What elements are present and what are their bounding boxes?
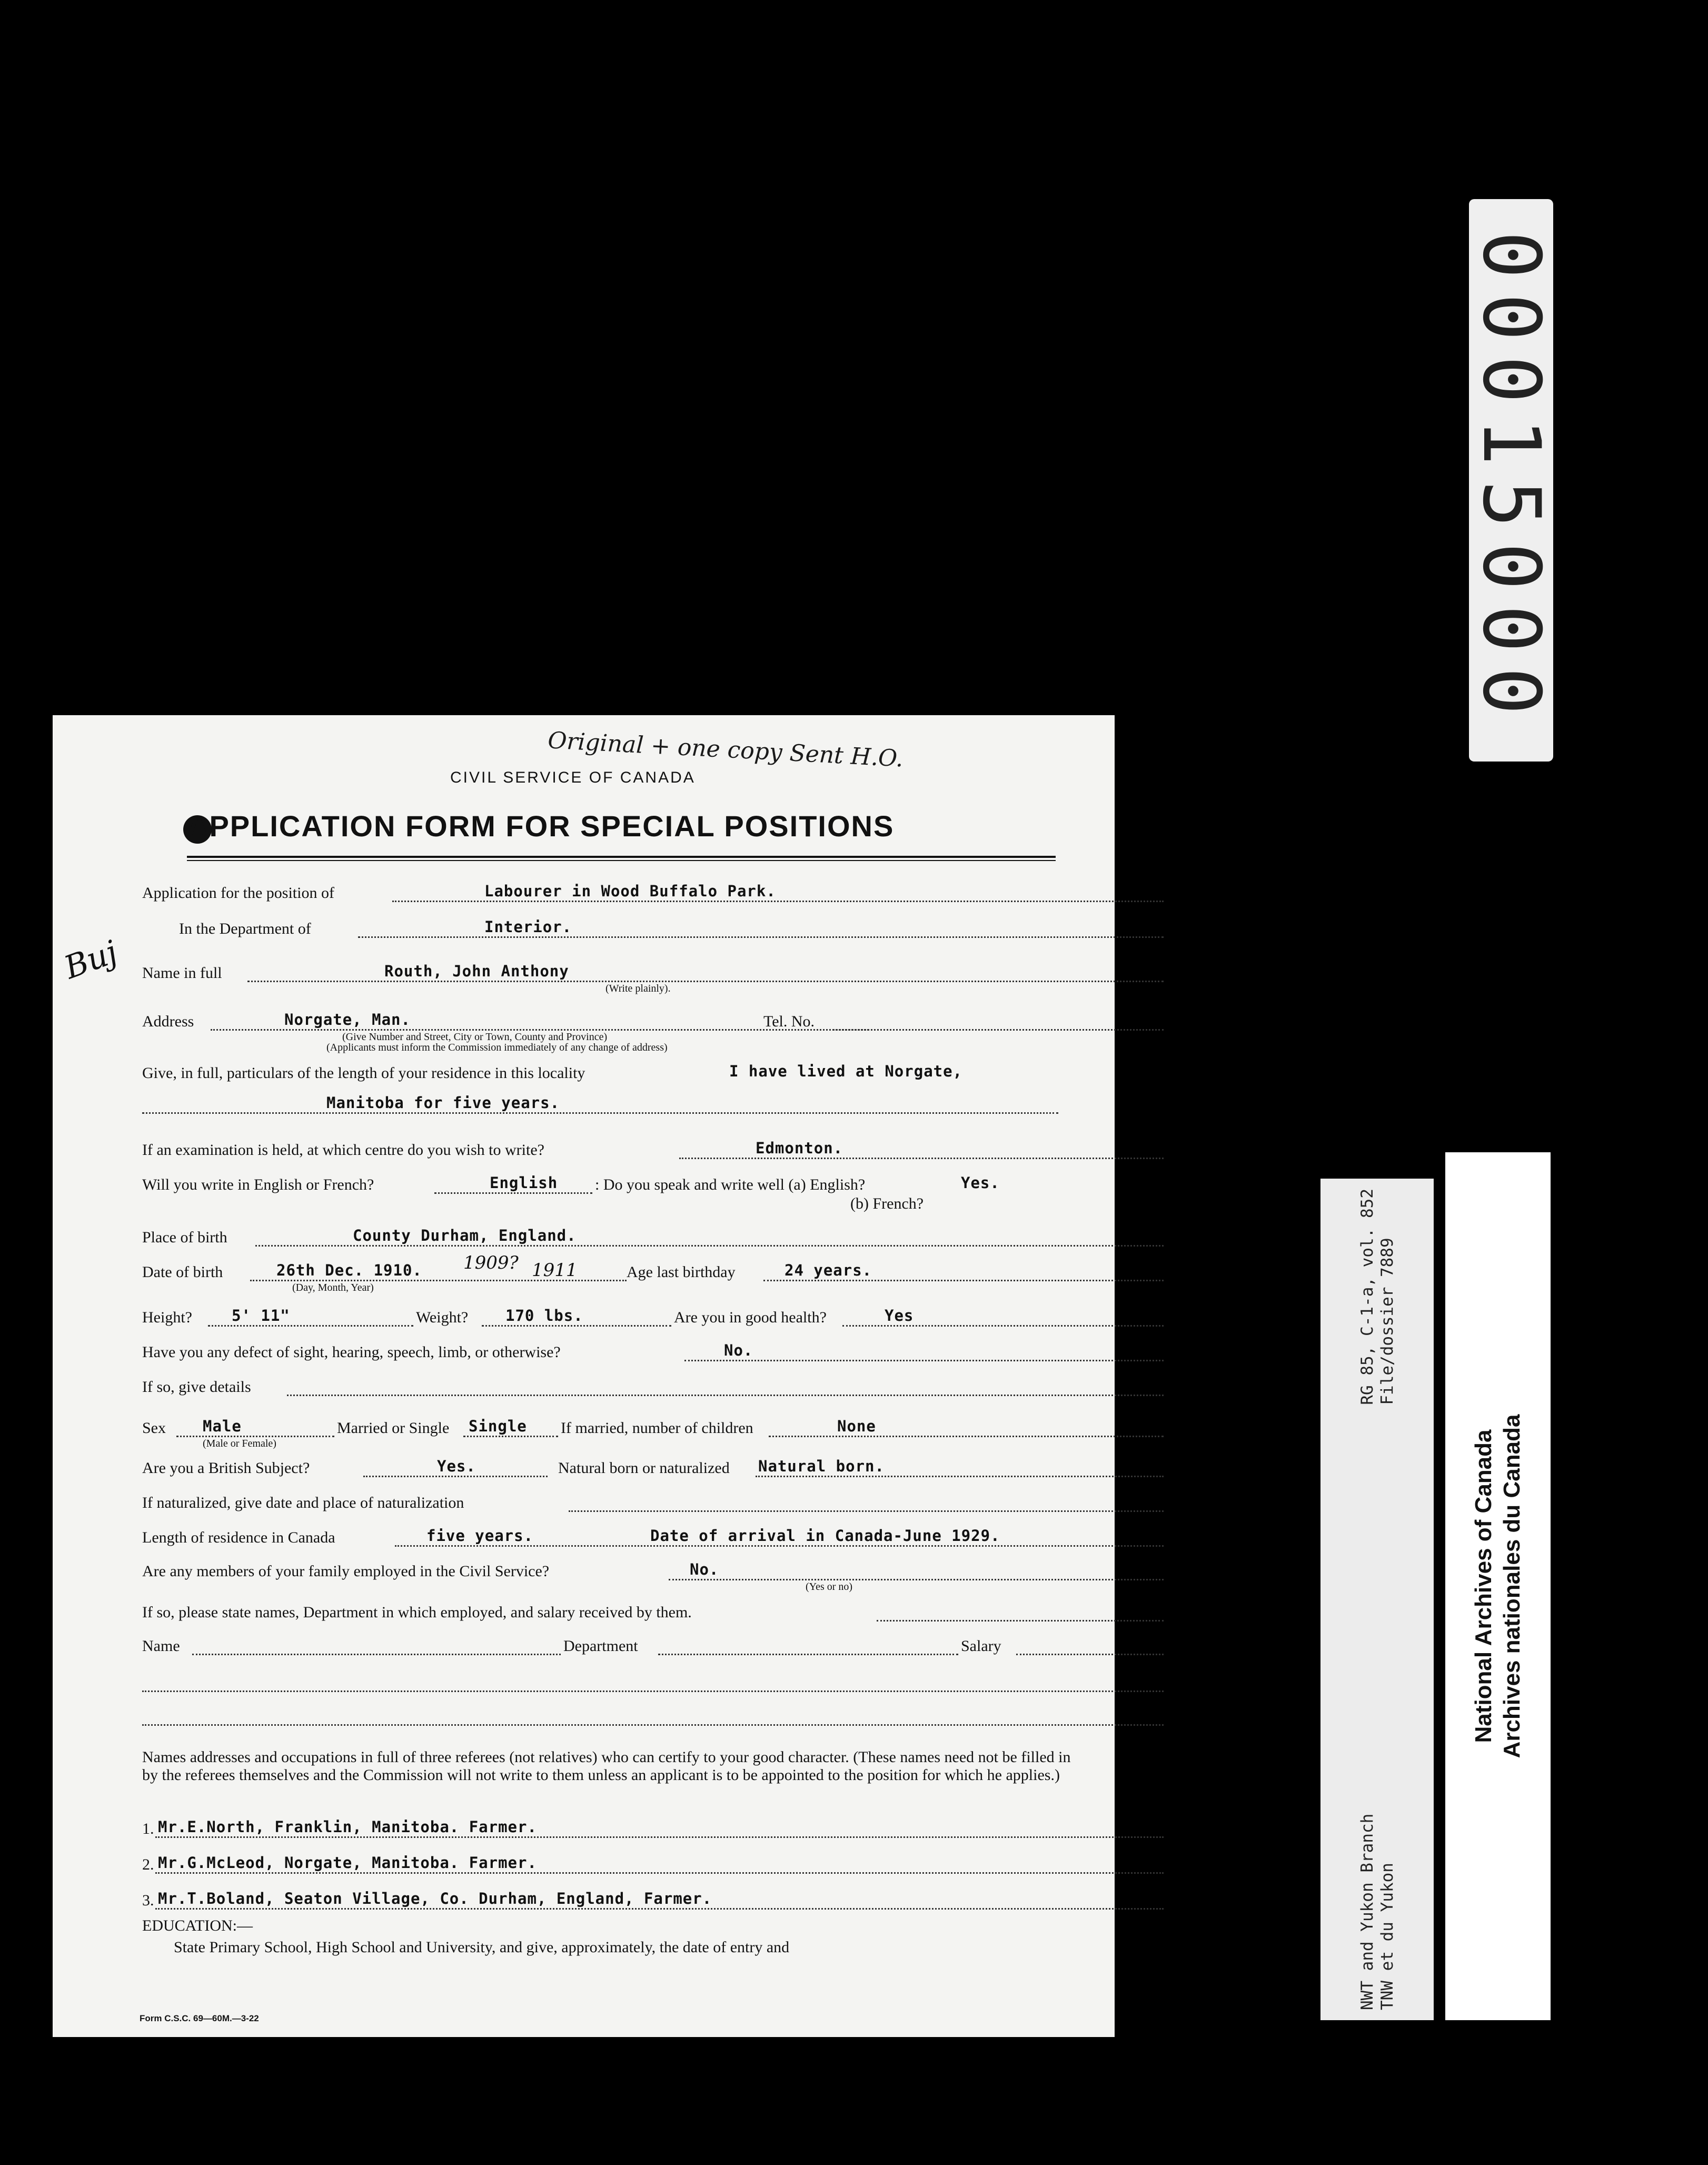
referee-2-number: 2. — [142, 1856, 154, 1873]
name-label: Name in full — [142, 964, 222, 982]
address-note-2: (Applicants must inform the Commission immediately of any change of address) — [326, 1042, 668, 1053]
dob-row — [142, 1252, 1074, 1293]
residence-row-2 — [142, 1094, 1074, 1121]
education-label: EDUCATION:— — [142, 1917, 253, 1934]
frame-number: 00015000 — [1465, 231, 1557, 730]
residence-label: Give, in full, particulars of the length of your residence in this locality — [142, 1064, 585, 1082]
education-text: State Primary School, High School and University, and give, approximately, the date of entry and — [174, 1939, 790, 1956]
residence-row — [142, 1063, 1074, 1089]
dob-handwritten-2: 1911 — [532, 1260, 578, 1281]
archive-branch-fr: TNW et du Yukon — [1377, 1863, 1397, 2010]
referee-1-row — [142, 1818, 1074, 1845]
children-value: None — [837, 1417, 876, 1435]
col-name: Name — [142, 1637, 180, 1655]
speak-french-label: (b) French? — [850, 1195, 924, 1212]
language-value: English — [490, 1174, 558, 1192]
referee-1: Mr.E.North, Franklin, Manitoba. Farmer. — [158, 1818, 537, 1836]
department-label: In the Department of — [179, 920, 311, 937]
naturalization-row — [142, 1492, 1074, 1519]
british-value: Yes. — [437, 1457, 476, 1475]
position-row — [142, 883, 1074, 909]
age-label: Age last birthday — [627, 1263, 736, 1281]
height-value: 5' 11" — [232, 1307, 290, 1324]
department-row — [142, 918, 1074, 945]
family-value: No. — [690, 1560, 719, 1578]
physical-row — [142, 1307, 1074, 1333]
title-rule-thin — [187, 860, 1056, 861]
birthplace-value: County Durham, England. — [353, 1227, 577, 1244]
sex-note: (Male or Female) — [203, 1438, 276, 1449]
language-row — [142, 1174, 1074, 1212]
archives-name-fr: Archives nationales du Canada — [1499, 1414, 1525, 1758]
family-label: Are any members of your family employed in the Civil Service? — [142, 1563, 550, 1580]
referee-2: Mr.G.McLeod, Norgate, Manitoba. Farmer. — [158, 1854, 537, 1872]
height-label: Height? — [142, 1309, 192, 1326]
speak-english-value: Yes. — [961, 1174, 1000, 1192]
children-label: If married, number of children — [561, 1419, 753, 1437]
residence-value-1: I have lived at Norgate, — [729, 1062, 963, 1080]
arrival-value: Date of arrival in Canada-June 1929. — [650, 1527, 1000, 1545]
referee-1-number: 1. — [142, 1820, 154, 1837]
frame-number-strip — [1465, 199, 1557, 762]
referee-2-row — [142, 1854, 1074, 1881]
age-value: 24 years. — [785, 1261, 872, 1279]
natural-label: Natural born or naturalized — [558, 1459, 730, 1477]
naturalization-label: If naturalized, give date and place of naturalization — [142, 1494, 464, 1511]
health-value: Yes — [885, 1307, 914, 1324]
name-row — [142, 962, 1074, 994]
archives-name-en: National Archives of Canada — [1471, 1429, 1496, 1743]
married-value: Single — [469, 1417, 527, 1435]
family-row — [142, 1560, 1074, 1593]
archive-branch-en: NWT and Yukon Branch — [1357, 1813, 1377, 2010]
col-salary: Salary — [961, 1637, 1001, 1655]
health-label: Are you in good health? — [674, 1309, 827, 1326]
canada-residence-row — [142, 1527, 1074, 1554]
defect-value: No. — [724, 1341, 753, 1359]
marital-row — [142, 1417, 1074, 1449]
family-names-label: If so, please state names, Department in which employed, and salary received by them. — [142, 1604, 692, 1621]
referee-3: Mr.T.Boland, Seaton Village, Co. Durham, England, Farmer. — [158, 1890, 712, 1907]
referees-instructions: Names addresses and occupations in full of three referees (not relatives) who can certify to your good character. (These names need not be filled in by the referees themselves and the Commission will not write to them unless an applicant is to be appointed to the position for which he applies.) — [142, 1748, 1071, 1784]
dob-note: (Day, Month, Year) — [292, 1282, 374, 1293]
tel-label: Tel. No. — [763, 1013, 815, 1030]
married-label: Married or Single — [337, 1419, 450, 1437]
blank-line-1 — [142, 1673, 1074, 1699]
position-label: Application for the position of — [142, 884, 334, 902]
sex-label: Sex — [142, 1419, 166, 1437]
form-title: APPLICATION FORM FOR SPECIAL POSITIONS — [187, 809, 895, 843]
referee-3-row — [142, 1890, 1074, 1916]
handwritten-note: Original + one copy Sent H.O. — [547, 727, 904, 773]
british-label: Are you a British Subject? — [142, 1459, 310, 1477]
address-note-1: (Give Number and Street, City or Town, County and Province) — [342, 1031, 608, 1043]
title-rule — [187, 856, 1056, 858]
sex-value: Male — [203, 1417, 242, 1435]
british-row — [142, 1458, 1074, 1484]
name-value: Routh, John Anthony — [384, 962, 569, 980]
exam-row — [142, 1140, 1074, 1166]
employment-columns-row — [142, 1636, 1074, 1662]
residence-canada-value: five years. — [426, 1527, 534, 1545]
referee-3-number: 3. — [142, 1892, 154, 1909]
dob-handwritten-1: 1909? — [463, 1252, 519, 1273]
natural-value: Natural born. — [758, 1457, 885, 1475]
archives-label-strip — [1445, 1152, 1551, 2020]
address-label: Address — [142, 1013, 194, 1030]
language-label: Will you write in English or French? — [142, 1176, 374, 1193]
exam-value: Edmonton. — [756, 1139, 843, 1157]
application-form — [53, 715, 1115, 2037]
dob-label: Date of birth — [142, 1263, 223, 1281]
family-note: (Yes or no) — [806, 1581, 853, 1593]
details-label: If so, give details — [142, 1378, 251, 1396]
birthplace-label: Place of birth — [142, 1229, 227, 1246]
birthplace-row — [142, 1227, 1074, 1253]
department-value: Interior. — [484, 918, 572, 936]
family-names-row — [142, 1602, 1074, 1628]
defect-row — [142, 1342, 1074, 1368]
blank-line-2 — [142, 1706, 1074, 1733]
position-value: Labourer in Wood Buffalo Park. — [484, 882, 776, 900]
col-department: Department — [563, 1637, 638, 1655]
education-row — [142, 1915, 1074, 1942]
speak-label: : Do you speak and write well (a) English? — [595, 1176, 866, 1193]
agency-header: CIVIL SERVICE OF CANADA — [450, 769, 696, 786]
address-value: Norgate, Man. — [284, 1011, 411, 1029]
archive-reference-volume: RG 85, C-1-a, vol. 852 — [1357, 1189, 1377, 1405]
form-number: Form C.S.C. 69—60M.—3-22 — [140, 2013, 259, 2023]
defect-label: Have you any defect of sight, hearing, speech, limb, or otherwise? — [142, 1343, 561, 1361]
exam-label: If an examination is held, at which centre do you wish to write? — [142, 1141, 544, 1159]
weight-value: 170 lbs. — [505, 1307, 583, 1324]
details-row — [142, 1377, 1074, 1403]
margin-mark: Buj — [59, 933, 123, 987]
dob-value: 26th Dec. 1910. — [276, 1261, 422, 1279]
address-row — [142, 1011, 1074, 1053]
archive-reference-file: File/dossier 7889 — [1377, 1238, 1397, 1405]
name-note: (Write plainly). — [605, 983, 671, 994]
weight-label: Weight? — [416, 1309, 469, 1326]
archive-reference-strip — [1320, 1179, 1434, 2020]
residence-canada-label: Length of residence in Canada — [142, 1529, 335, 1546]
residence-value-2: Manitoba for five years. — [326, 1094, 560, 1112]
